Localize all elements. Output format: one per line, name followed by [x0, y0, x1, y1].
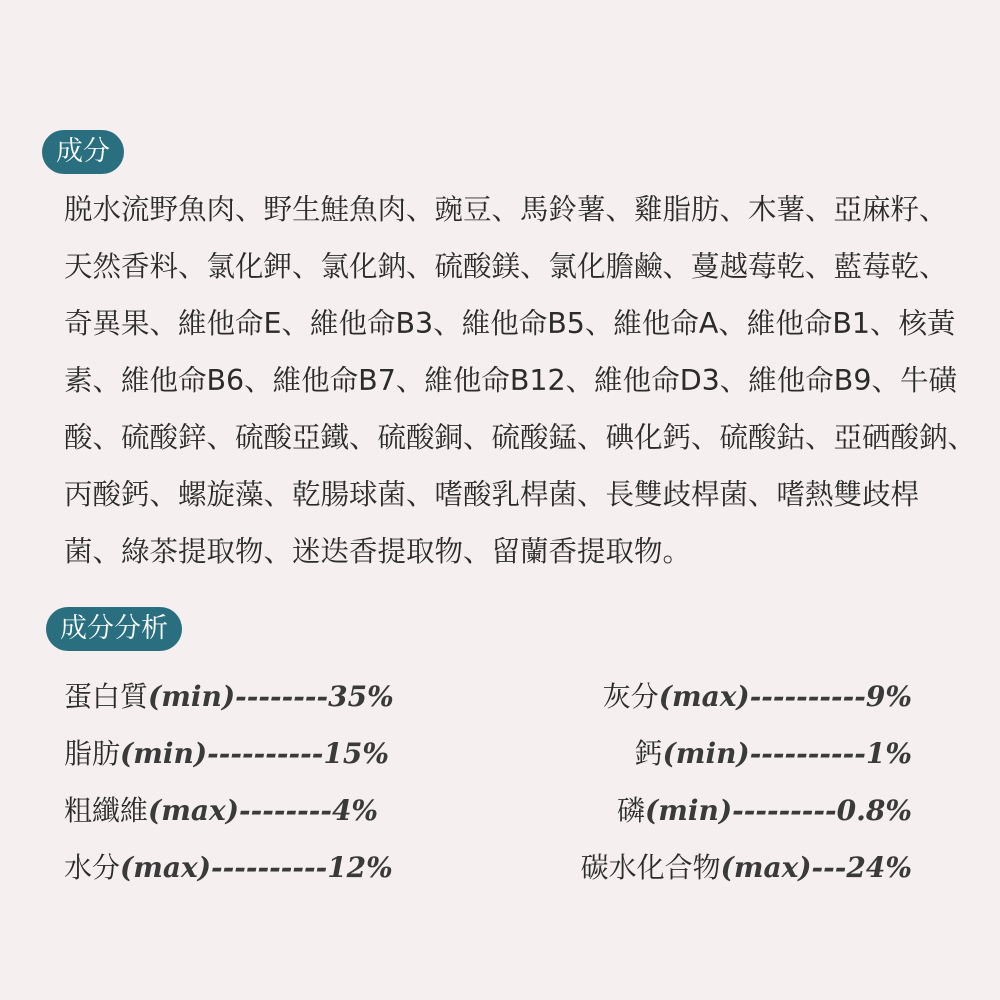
ingredients-line: 菌、綠茶提取物、迷迭香提取物、留蘭香提取物。 [64, 535, 692, 568]
ingredients-line: 素、維他命B6、維他命B7、維他命B12、維他命D3、維他命B9、牛磺 [64, 364, 957, 397]
analysis-badge: 成分分析 [46, 607, 182, 651]
nutrient-name: 鈣 [634, 737, 663, 770]
nutrient-qualifier: (max) [148, 794, 239, 827]
nutrient-qualifier: (max) [720, 851, 812, 884]
ingredients-badge: 成分 [42, 130, 124, 174]
ingredients-line: 奇異果、維他命E、維他命B3、維他命B5、維他命A、維他命B1、核黃 [64, 307, 956, 340]
nutrient-qualifier: (max) [658, 680, 750, 713]
nutrient-name: 灰分 [602, 680, 659, 713]
leader-dashes: --------- [732, 794, 837, 827]
nutrient-value: 9% [865, 680, 912, 713]
ingredients-line: 天然香料、氯化鉀、氯化鈉、硫酸鎂、氯化膽鹼、蔓越莓乾、藍莓乾、 [64, 250, 948, 283]
leader-dashes: -------- [238, 794, 332, 827]
nutrient-qualifier: (min) [148, 680, 236, 713]
leader-dashes: ---------- [207, 737, 324, 770]
nutrient-name: 脂肪 [64, 737, 121, 770]
analysis-row-protein [64, 668, 394, 725]
analysis-row-ash [538, 668, 912, 725]
ingredients-list [64, 181, 977, 580]
nutrient-qualifier: (min) [662, 737, 750, 770]
nutrient-value: 0.8% [836, 794, 912, 827]
nutrient-value: 35% [328, 680, 394, 713]
ingredients-line: 丙酸鈣、螺旋藻、乾腸球菌、嗜酸乳桿菌、長雙歧桿菌、嗜熱雙歧桿 [64, 478, 920, 511]
leader-dashes: ---------- [210, 851, 328, 884]
nutrient-qualifier: (min) [120, 737, 208, 770]
nutrient-value: 4% [331, 794, 379, 827]
nutrient-value: 1% [865, 737, 912, 770]
nutrient-name: 蛋白質 [64, 680, 149, 713]
nutrient-qualifier: (max) [120, 851, 211, 884]
analysis-row-phosphorus [538, 782, 912, 839]
ingredients-line: 脱水流野魚肉、野生鮭魚肉、豌豆、馬鈴薯、雞脂肪、木薯、亞麻籽、 [64, 193, 948, 226]
nutrient-name: 粗纖維 [64, 794, 149, 827]
leader-dashes: -------- [235, 680, 329, 713]
analysis-row-moisture [64, 839, 394, 896]
ingredients-line: 酸、硫酸鋅、硫酸亞鐵、硫酸銅、硫酸錳、碘化鈣、硫酸鈷、亞硒酸鈉、 [64, 421, 977, 454]
leader-dashes: ---------- [749, 680, 866, 713]
analysis-column-left [64, 668, 394, 896]
leader-dashes: ---------- [749, 737, 866, 770]
nutrient-qualifier: (min) [644, 794, 733, 827]
leader-dashes: --- [811, 851, 847, 884]
nutrient-value: 15% [323, 737, 389, 770]
nutrient-name: 水分 [64, 851, 121, 884]
analysis-column-right [538, 668, 912, 896]
nutrient-name: 磷 [616, 794, 645, 827]
nutrient-value: 12% [327, 851, 393, 884]
analysis-row-calcium [538, 725, 912, 782]
nutrient-name: 碳水化合物 [580, 851, 721, 884]
analysis-row-fiber [64, 782, 394, 839]
analysis-row-carbohydrate [538, 839, 912, 896]
analysis-row-fat [64, 725, 394, 782]
nutrient-value: 24% [846, 851, 912, 884]
